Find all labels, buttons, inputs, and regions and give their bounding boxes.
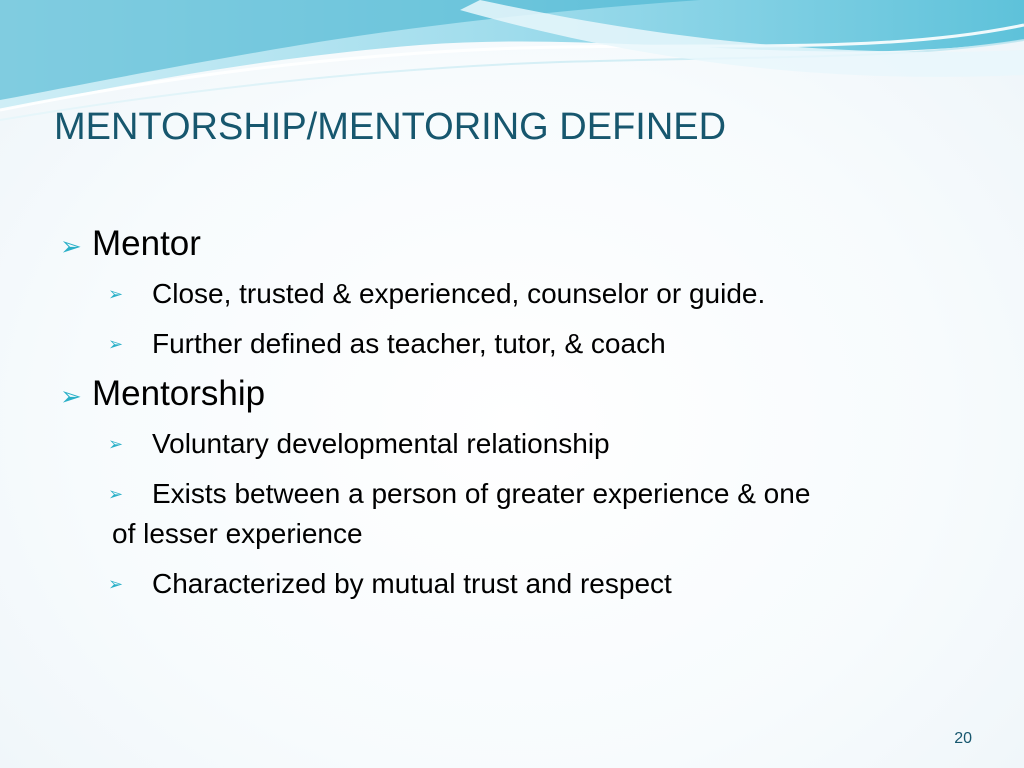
sub-bullet (60, 324, 990, 364)
heading-text: Mentorship (92, 374, 266, 413)
sub-bullet-text: Voluntary developmental relationship (152, 428, 610, 459)
slide-title: MENTORSHIP/MENTORING DEFINED (54, 106, 727, 148)
sub-bullet (60, 474, 990, 554)
sub-bullet-text: Close, trusted & experienced, counselor or guide. (152, 278, 766, 309)
sub-bullet-text: Further defined as teacher, tutor, & coach (152, 328, 666, 359)
arrow-bullet-icon: ➢ (108, 284, 124, 304)
arrow-bullet-icon: ➢ (108, 434, 124, 454)
sub-bullet (60, 564, 990, 604)
arrow-bullet-icon: ➢ (60, 381, 82, 411)
arrow-bullet-icon: ➢ (108, 484, 124, 504)
arrow-bullet-icon: ➢ (108, 574, 124, 594)
sub-bullet-text: Characterized by mutual trust and respect (152, 568, 672, 599)
bullet-list (60, 224, 990, 614)
page-number: 20 (954, 730, 972, 747)
bullet-mentorship (60, 374, 990, 424)
sub-bullet-text-continued: of lesser experience (112, 518, 363, 549)
arrow-bullet-icon: ➢ (108, 334, 124, 354)
sub-bullet-text: Exists between a person of greater experience & one (152, 478, 811, 509)
sub-bullet (60, 424, 990, 464)
arrow-bullet-icon: ➢ (60, 231, 82, 261)
bullet-mentor (60, 224, 990, 274)
heading-text: Mentor (92, 224, 201, 263)
sub-bullet (60, 274, 990, 314)
